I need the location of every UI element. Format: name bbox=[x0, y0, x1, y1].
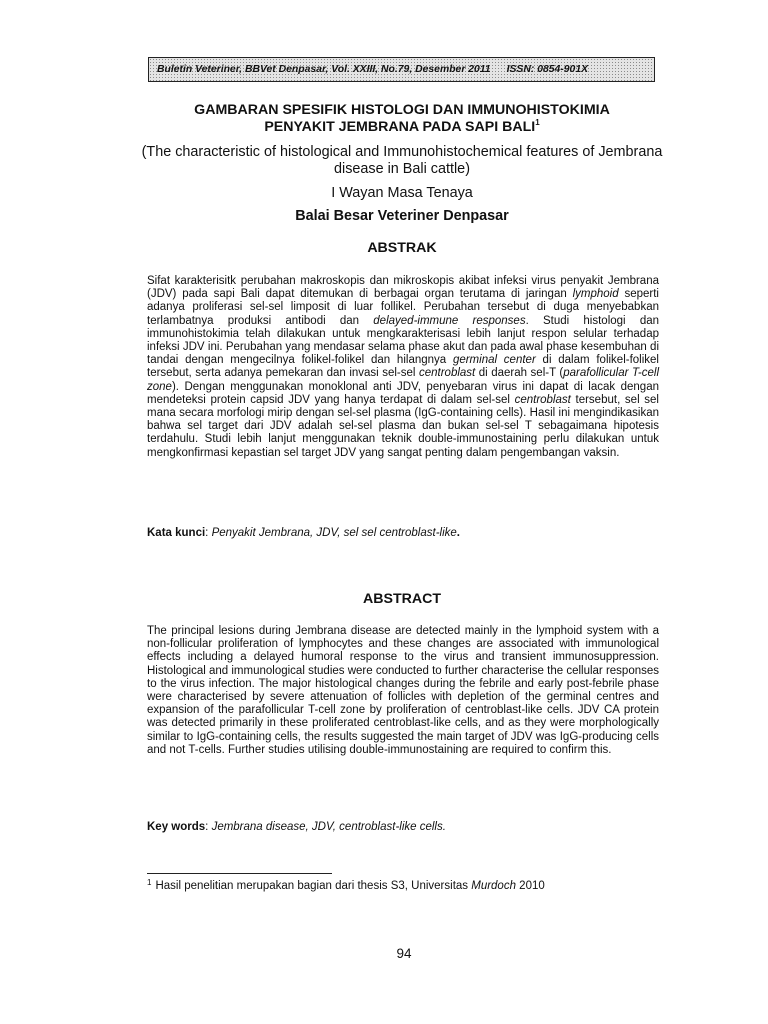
abstrak-text: di daerah sel-T ( bbox=[475, 367, 564, 380]
kata-kunci-text: Penyakit Jembrana, JDV, sel sel centroblast bbox=[211, 527, 436, 539]
footnote-divider bbox=[147, 873, 332, 874]
footnote-university: Murdoch bbox=[471, 880, 516, 892]
footnote-text: Hasil penelitian merupakan bagian dari thesis S3, Universitas bbox=[155, 880, 472, 892]
title-footnote-mark: 1 bbox=[535, 118, 540, 127]
kata-kunci bbox=[147, 527, 659, 539]
key-words-suffix: -like cells. bbox=[395, 821, 446, 833]
title-line-2 bbox=[140, 119, 664, 136]
title-line-2-text: PENYAKIT JEMBRANA PADA SAPI BALI bbox=[264, 119, 536, 135]
abstrak-italic-term: parafollicular T-cell zone bbox=[147, 367, 659, 393]
kata-kunci-separator: : bbox=[205, 527, 212, 539]
key-words bbox=[147, 821, 659, 833]
abstract-body: The principal lesions during Jembrana disease are detected mainly in the lymphoid system with a non-follicular proliferation of lymphocytes and these changes are associated with immunological effects including a delayed humoral response to the virus and transient immunosuppression. Histological and immunological studies were conducted to further characterise the cellular responses to the virus infection. The major histological changes during the febrile and early post-febrile phase were characterised by severe attenuation of follicles with depletion of the germinal centres and expansion of the parafollicular T-cell zone by proliferation of centroblast-like cells. JDV CA protein was detected primarily in these proliferated centroblast-like cells, and as they were morphologically similar to IgG-containing cells, the results suggested the main target of JDV was IgG-producing cells and not T-cells. Further studies utilising double-immunostaining are required to confirm this. bbox=[147, 625, 660, 756]
kata-kunci-label: Kata kunci bbox=[147, 527, 206, 539]
abstrak-text: seperti adanya proliferasi sel-sel limposit di luar follikel. Perubahan tersebut di duga menyebabkan terlambatnya produksi antibodi dan bbox=[147, 288, 659, 327]
abstrak-italic-term: germinal center bbox=[452, 354, 536, 367]
abstrak-italic-term: centroblast bbox=[514, 393, 571, 406]
key-words-separator: : bbox=[205, 821, 212, 833]
journal-citation: Buletin Veteriner, BBVet Denpasar, Vol. XXIII, No.79, Desember 2011 bbox=[157, 64, 491, 75]
abstrak-text: ). Dengan menggunakan monoklonal anti JDV, penyebaran virus ini dapat di lacak dengan mendeteksi protein capsid JDV yang hanya terdapat di dalam sel-sel bbox=[147, 380, 659, 406]
abstrak-italic-term: centroblast bbox=[418, 367, 476, 380]
abstrak-text: Sifat karakterisitk perubahan makroskopis dan mikroskopis akibat infeksi virus penyakit Jembrana (JDV) pada sapi Bali dapat ditemukan di berbagai organ terutama di jaringan bbox=[147, 275, 659, 301]
paper-title bbox=[140, 102, 664, 136]
page-number: 94 bbox=[396, 946, 412, 961]
abstrak-body bbox=[147, 275, 659, 460]
abstrak-text: tersebut, sel sel mana secara morfologi mirip dengan sel-sel plasma (IgG-containing cells). Hasil ini mengindikasikan bahwa sel target dari JDV adalah sel-sel plasma dan bukan sel-sel T sebagaimana hipotesis terdahulu. Studi lebih lanjut menggunakan teknik double-immunostaining perlu dilakukan untuk mengkonfirmasi kepastian sel target JDV yang sangat penting dalam pengembangan vaksin. bbox=[147, 393, 659, 459]
abstrak-text: di dalam folikel-folikel tersebut, serta adanya pemekaran dan invasi sel-sel bbox=[147, 354, 659, 380]
abstrak-italic-term: lymphoid bbox=[572, 288, 619, 301]
abstrak-italic-term: delayed-immune responses bbox=[373, 314, 526, 327]
journal-header-box bbox=[148, 57, 655, 82]
title-line-1: GAMBARAN SPESIFIK HISTOLOGI DAN IMMUNOHISTOKIMIA bbox=[194, 102, 610, 118]
abstract-heading: ABSTRACT bbox=[362, 591, 442, 607]
abstrak-text: . Studi histologi dan immunohistokimia telah dilakukan untuk mengkarakterisasi lebih lanjut respon selular terhadap infeksi JDV ini. Perubahan yang mendasar selama phase akut dan pada awal phase kesembuhan di tandai dengan mengecilnya folikel-folikel dan hilangnya bbox=[147, 314, 660, 367]
key-words-text: Jembrana disease, JDV, centroblast bbox=[211, 821, 396, 833]
abstrak-heading: ABSTRAK bbox=[367, 240, 437, 256]
issn: ISSN: 0854-901X bbox=[506, 64, 589, 75]
key-words-label: Key words bbox=[147, 821, 206, 833]
kata-kunci-end: . bbox=[456, 527, 460, 539]
footnote-year: 2010 bbox=[515, 880, 545, 892]
footnote-mark: 1 bbox=[147, 878, 152, 887]
author-affiliation: Balai Besar Veteriner Denpasar bbox=[295, 208, 509, 224]
kata-kunci-suffix: -like bbox=[435, 527, 457, 539]
author-name: I Wayan Masa Tenaya bbox=[331, 185, 473, 201]
footnote bbox=[147, 880, 545, 892]
english-subtitle: (The characteristic of histological and Immunohistochemical features of Jembrana disease in Bali cattle) bbox=[141, 144, 663, 177]
